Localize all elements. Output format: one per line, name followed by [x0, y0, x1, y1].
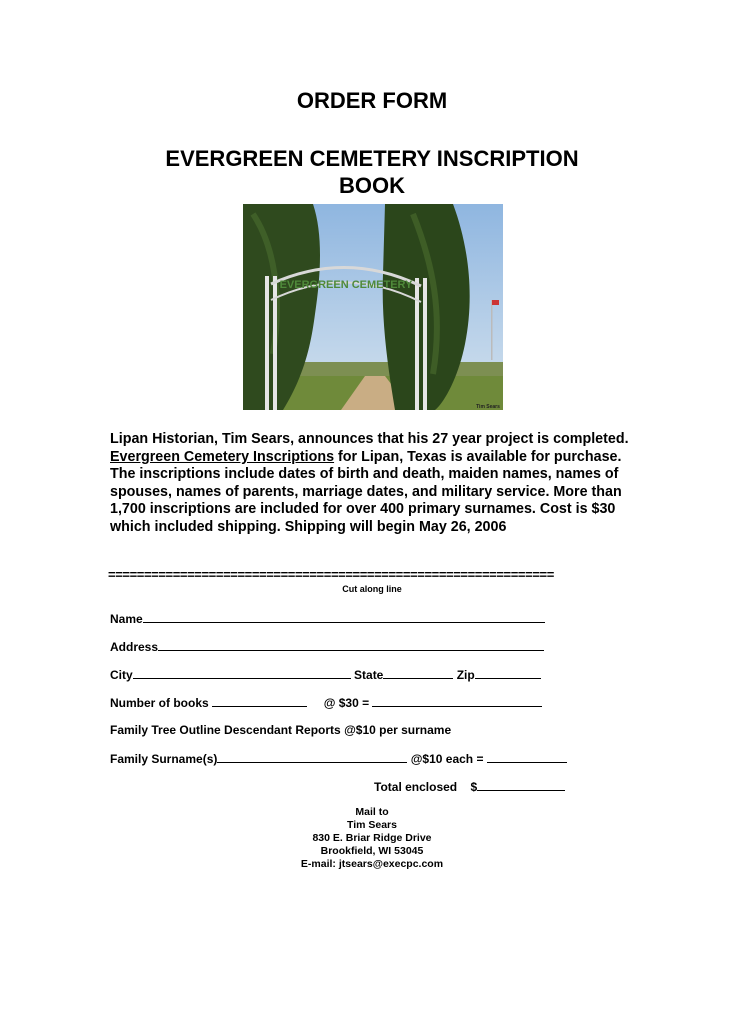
announcement-part-2: for Lipan, Texas is available for purchase. The inscriptions include dates of birth and death, maiden names, names of spouses, names of parents, marriage dates, and military service. More than 1,700 inscriptions are included for over 400 primary surnames. Cost is $30 which included shipping. Shipping will begin May 26, 2006: [110, 448, 622, 535]
family-surnames-label: Family Surname(s): [110, 752, 218, 766]
name-label: Name: [110, 612, 143, 626]
book-title-line-1: EVERGREEN CEMETERY INSCRIPTION: [165, 146, 579, 171]
mail-recipient: Tim Sears: [346, 819, 397, 831]
announcement-part-1: Lipan Historian, Tim Sears, announces that his 27 year project is completed.: [110, 431, 629, 447]
number-of-books-label: Number of books: [110, 696, 209, 710]
book-price-label: @ $30 =: [323, 696, 370, 710]
family-surnames-field[interactable]: [217, 751, 407, 763]
name-field[interactable]: [143, 611, 545, 623]
zip-field[interactable]: [475, 667, 541, 679]
cut-along-line-label: Cut along line: [342, 584, 402, 594]
zip-label: Zip: [456, 668, 475, 682]
announcement-paragraph: [110, 431, 630, 537]
mail-email: E-mail: jtsears@execpc.com: [300, 858, 444, 870]
surnames-amount-field[interactable]: [487, 751, 567, 763]
mail-to-label: Mail to: [355, 806, 389, 818]
city-label: City: [110, 668, 133, 682]
state-field[interactable]: [383, 667, 453, 679]
total-row: [374, 779, 565, 794]
city-field[interactable]: [133, 667, 351, 679]
book-title-line-2: BOOK: [339, 173, 405, 198]
books-row: [110, 695, 542, 710]
address-row: [110, 639, 544, 654]
address-field[interactable]: [158, 639, 544, 651]
name-row: [110, 611, 545, 626]
page-title: ORDER FORM: [296, 88, 448, 113]
total-amount-field[interactable]: [477, 779, 565, 791]
surnames-row: [110, 751, 567, 766]
number-of-books-field[interactable]: [212, 695, 307, 707]
mail-city: Brookfield, WI 53045: [320, 845, 424, 857]
mail-to-block: [0, 806, 744, 871]
total-currency: $: [470, 780, 478, 794]
books-amount-field[interactable]: [372, 695, 542, 707]
address-label: Address: [110, 640, 159, 654]
total-enclosed-label: Total enclosed: [374, 780, 458, 794]
family-tree-info: Family Tree Outline Descendant Reports @$10 per surname: [110, 723, 452, 737]
gate-sign-text: EVERGREEN CEMETERY: [279, 279, 413, 291]
per-surname-label: @$10 each =: [410, 752, 484, 766]
cemetery-gate-photo: [243, 204, 503, 410]
state-label: State: [354, 668, 384, 682]
city-state-zip-row: [110, 667, 541, 682]
cemetery-gate-illustration: [243, 204, 503, 410]
cut-line: ==============================================================: [108, 567, 554, 582]
photo-credit: Tim Sears: [476, 404, 500, 410]
book-title-link: Evergreen Cemetery Inscriptions: [110, 448, 335, 465]
mail-street: 830 E. Briar Ridge Drive: [312, 832, 432, 844]
